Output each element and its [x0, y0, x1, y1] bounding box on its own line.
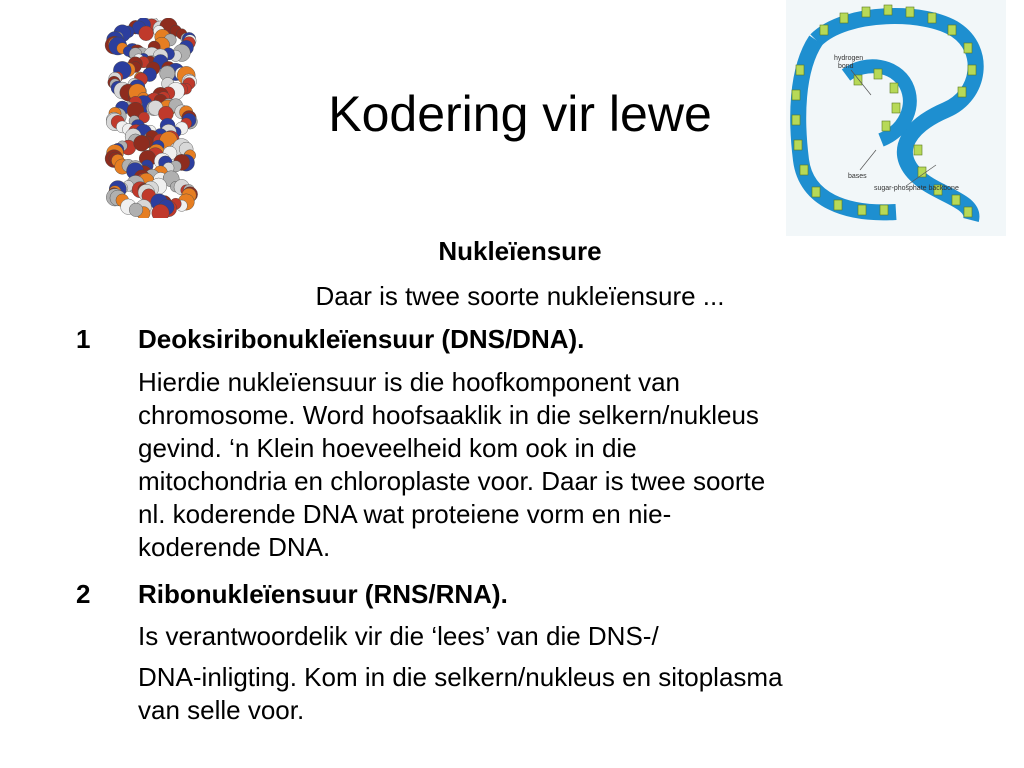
base-box	[792, 115, 800, 125]
base-box	[794, 140, 802, 150]
base-box	[882, 121, 890, 131]
base-box	[914, 145, 922, 155]
rna-description-line1: Is verantwoordelik vir die ‘lees’ van die DNS-/	[138, 621, 659, 651]
base-box	[820, 25, 828, 35]
atom	[129, 203, 143, 217]
rna-heading: Ribonukleïensuur (RNS/RNA).	[138, 579, 508, 609]
section-intro: Daar is twee soorte nukleïensure ...	[315, 281, 725, 311]
base-box	[796, 65, 804, 75]
base-box	[792, 90, 800, 100]
base-box	[928, 13, 936, 23]
hydrogen-label: hydrogen	[834, 55, 864, 62]
atom	[134, 135, 150, 151]
base-box	[884, 5, 892, 15]
atom	[139, 26, 154, 41]
base-box	[812, 187, 820, 197]
slide-title: Kodering vir lewe	[328, 86, 712, 142]
base-box	[862, 7, 870, 17]
dna-heading: Deoksiribonukleïensuur (DNS/DNA).	[138, 324, 585, 354]
base-box	[800, 165, 808, 175]
section-heading: Nukleïensure	[438, 236, 602, 266]
base-box	[952, 195, 960, 205]
base-box	[854, 75, 862, 85]
base-box	[874, 69, 882, 79]
base-box	[948, 25, 956, 35]
dna-helix-image	[92, 18, 212, 218]
list-number-1: 1	[76, 324, 91, 354]
base-box	[858, 205, 866, 215]
dna-description: Hierdie nukleïensuur is die hoofkomponent van chromosome. Word hoofsaaklik in die selkern/nukleus gevind. ‘n Klein hoeveelheid kom ook in die mitochondria en chloroplaste voor. Daar is twee soorte nl. koderende DNA wat proteiene vorm en nie- koderende DNA.	[138, 367, 766, 562]
bases-label: bases	[848, 173, 867, 180]
rna-description-line2: DNA-inligting. Kom in die selkern/nukleus en sitoplasma van selle voor.	[138, 662, 783, 725]
base-box	[958, 87, 966, 97]
base-box	[964, 43, 972, 53]
base-box	[918, 167, 926, 177]
base-box	[964, 207, 972, 217]
base-box	[880, 205, 888, 215]
base-box	[906, 7, 914, 17]
base-box	[840, 13, 848, 23]
base-box	[968, 65, 976, 75]
base-box	[834, 200, 842, 210]
base-box	[892, 103, 900, 113]
bond-label: bond	[838, 63, 854, 70]
rna-structure-diagram	[786, 0, 1006, 236]
backbone-label: sugar-phosphate backbone	[874, 185, 959, 192]
list-number-2: 2	[76, 579, 91, 609]
base-box	[890, 83, 898, 93]
